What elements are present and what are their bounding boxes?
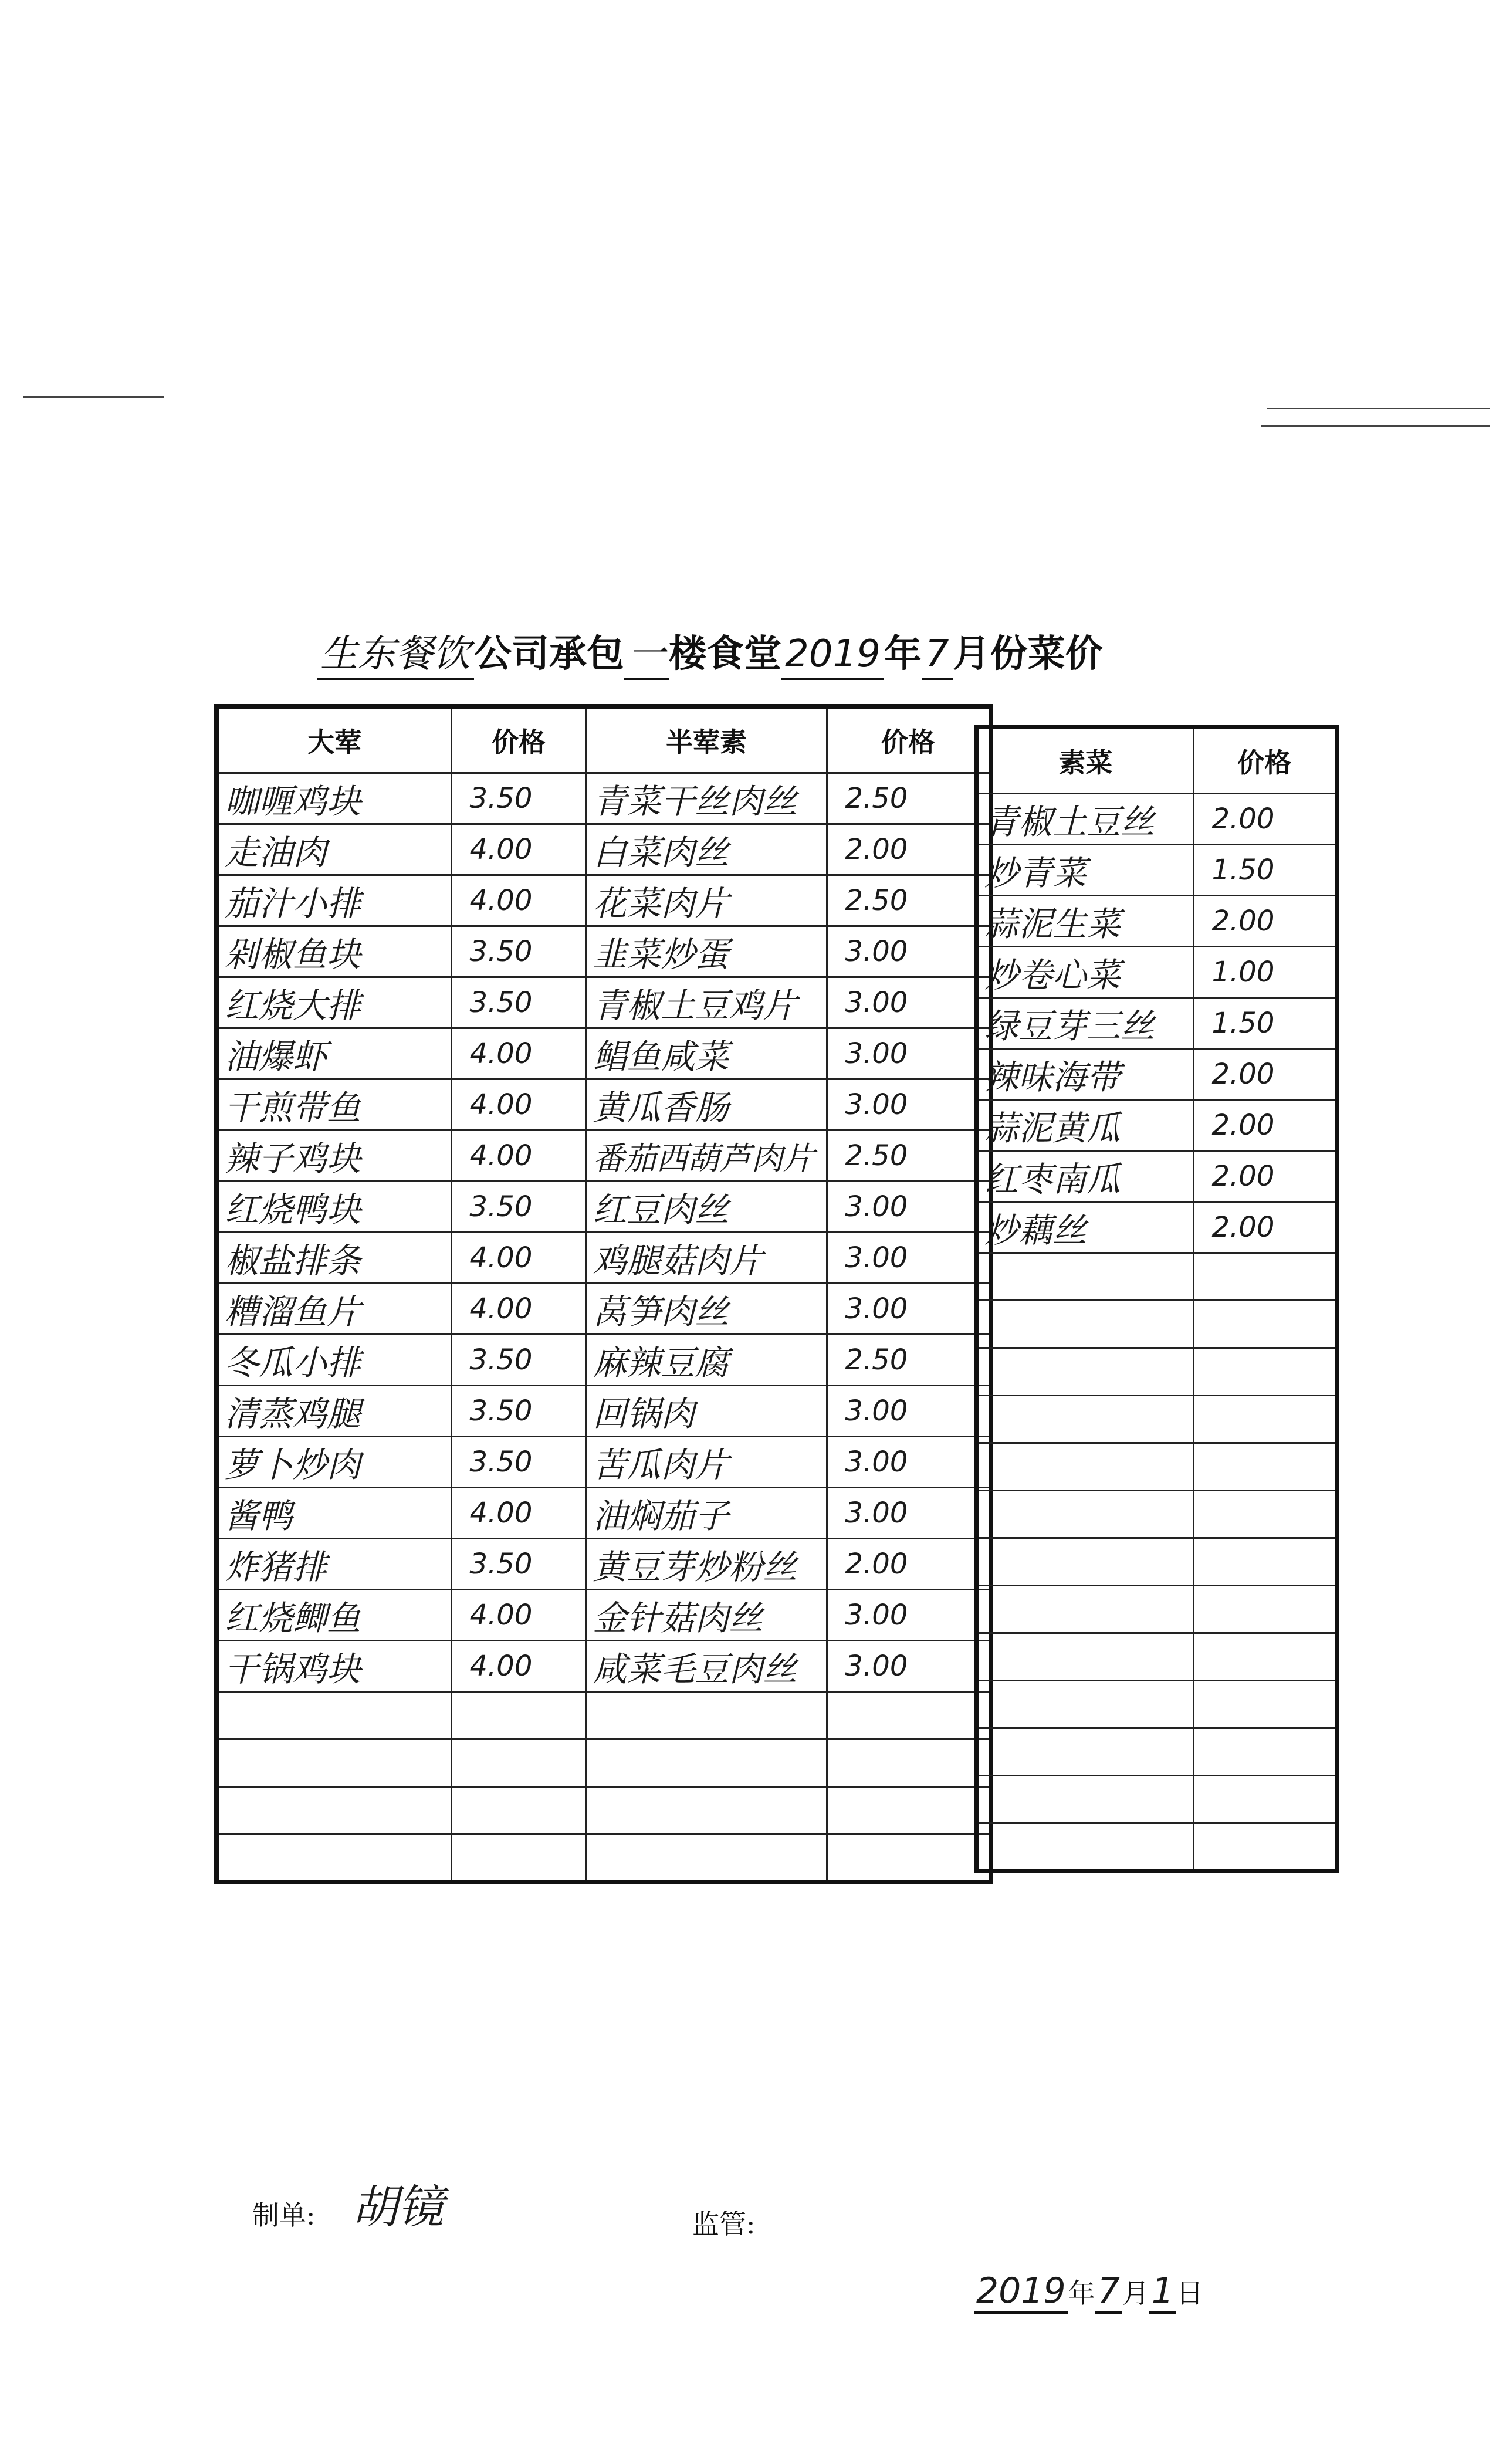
veg-dish-price <box>1193 1396 1337 1443</box>
veg-dish-name <box>976 1776 1193 1823</box>
half-dish-price: 3.00 <box>827 926 991 977</box>
scan-line-left <box>23 396 164 398</box>
table-row <box>976 1586 1337 1633</box>
meat-dish-name <box>216 1739 451 1787</box>
veg-dish-name <box>976 1681 1193 1728</box>
meat-dish-price: 4.00 <box>451 1079 586 1131</box>
table-row <box>976 1633 1337 1681</box>
half-dish-name <box>586 1739 827 1787</box>
date-year-unit: 年 <box>1068 2277 1095 2309</box>
table-row <box>976 947 1337 998</box>
veg-dish-name: 蒜泥生菜 <box>976 896 1193 947</box>
table-row <box>976 998 1337 1049</box>
table-row <box>976 1202 1337 1253</box>
table-row <box>976 1301 1337 1348</box>
meat-dish-price: 3.50 <box>451 1539 586 1590</box>
menu-table-main <box>214 704 993 1884</box>
half-dish-price <box>827 1835 991 1882</box>
header-price-half: 价格 <box>827 706 991 773</box>
meat-dish-name: 糟溜鱼片 <box>216 1284 451 1335</box>
half-dish-price: 2.50 <box>827 875 991 926</box>
table-row <box>976 1049 1337 1100</box>
date-day: 1 <box>1149 2270 1176 2314</box>
header-veg: 素菜 <box>976 727 1193 794</box>
table-row <box>976 1348 1337 1396</box>
half-dish-price: 2.50 <box>827 1335 991 1386</box>
header-meat: 大荤 <box>216 706 451 773</box>
meat-dish-name: 萝卜炒肉 <box>216 1437 451 1488</box>
half-dish-price: 3.00 <box>827 1437 991 1488</box>
half-dish-name <box>586 1787 827 1835</box>
meat-dish-price: 3.50 <box>451 1335 586 1386</box>
meat-dish-name: 剁椒鱼块 <box>216 926 451 977</box>
veg-dish-price: 2.00 <box>1193 1100 1337 1151</box>
half-dish-name: 红豆肉丝 <box>586 1182 827 1233</box>
maker-label: 制单: <box>252 2199 316 2231</box>
table-row <box>976 1253 1337 1301</box>
veg-dish-price <box>1193 1823 1337 1871</box>
table-row <box>976 1396 1337 1443</box>
table-row <box>216 1386 991 1437</box>
meat-dish-price: 3.50 <box>451 1437 586 1488</box>
meat-dish-price: 4.00 <box>451 1641 586 1692</box>
veg-dish-price: 2.00 <box>1193 1202 1337 1253</box>
floor-number: 一 <box>624 631 669 680</box>
half-dish-price: 3.00 <box>827 1590 991 1641</box>
meat-dish-price: 3.50 <box>451 1182 586 1233</box>
half-dish-price <box>827 1739 991 1787</box>
veg-dish-price <box>1193 1491 1337 1538</box>
veg-dish-price <box>1193 1253 1337 1301</box>
scan-line-right-2 <box>1261 425 1490 427</box>
table-row <box>976 845 1337 896</box>
table-row <box>216 1437 991 1488</box>
table-row <box>216 1079 991 1131</box>
table-row <box>216 875 991 926</box>
half-dish-name: 番茄西葫芦肉片 <box>586 1131 827 1182</box>
title-month: 7 <box>922 631 953 680</box>
header-row <box>216 706 991 773</box>
table-row <box>216 1590 991 1641</box>
title-text-2: 楼食堂 <box>669 632 781 676</box>
table-row <box>216 1739 991 1787</box>
meat-dish-name: 干煎带鱼 <box>216 1079 451 1131</box>
veg-dish-name <box>976 1823 1193 1871</box>
table-row <box>216 1182 991 1233</box>
table-row <box>216 1835 991 1882</box>
meat-dish-name <box>216 1787 451 1835</box>
veg-dish-name: 红枣南瓜 <box>976 1151 1193 1202</box>
half-dish-price: 3.00 <box>827 1182 991 1233</box>
veg-dish-name <box>976 1443 1193 1491</box>
table-row <box>976 1776 1337 1823</box>
veg-dish-name: 炒青菜 <box>976 845 1193 896</box>
meat-dish-name: 咖喱鸡块 <box>216 773 451 824</box>
meat-dish-name: 干锅鸡块 <box>216 1641 451 1692</box>
meat-dish-name: 冬瓜小排 <box>216 1335 451 1386</box>
table-row <box>976 1728 1337 1776</box>
table-row <box>976 1538 1337 1586</box>
table-row <box>976 1681 1337 1728</box>
page-title <box>317 616 1255 692</box>
veg-dish-price <box>1193 1633 1337 1681</box>
half-dish-price: 2.50 <box>827 773 991 824</box>
half-dish-name: 花菜肉片 <box>586 875 827 926</box>
half-dish-name: 青菜干丝肉丝 <box>586 773 827 824</box>
half-dish-name: 黄瓜香肠 <box>586 1079 827 1131</box>
title-text-4: 月份菜价 <box>952 632 1103 676</box>
meat-dish-name <box>216 1692 451 1739</box>
half-dish-name: 韭菜炒蛋 <box>586 926 827 977</box>
meat-dish-price: 4.00 <box>451 1590 586 1641</box>
table-row <box>216 1488 991 1539</box>
half-dish-price: 3.00 <box>827 1488 991 1539</box>
veg-dish-name <box>976 1538 1193 1586</box>
veg-dish-price: 2.00 <box>1193 896 1337 947</box>
company-name: 生东餐饮 <box>317 631 474 680</box>
meat-dish-price: 3.50 <box>451 977 586 1028</box>
meat-dish-name: 红烧大排 <box>216 977 451 1028</box>
half-dish-name <box>586 1835 827 1882</box>
table-row <box>216 1335 991 1386</box>
veg-dish-price <box>1193 1776 1337 1823</box>
table-row <box>216 1787 991 1835</box>
half-dish-name: 回锅肉 <box>586 1386 827 1437</box>
meat-dish-name: 红烧鸭块 <box>216 1182 451 1233</box>
half-dish-name: 鸡腿菇肉片 <box>586 1233 827 1284</box>
meat-dish-name: 酱鸭 <box>216 1488 451 1539</box>
meat-dish-price: 4.00 <box>451 875 586 926</box>
meat-dish-name: 茄汁小排 <box>216 875 451 926</box>
date-year: 2019 <box>974 2270 1068 2314</box>
veg-dish-price: 1.00 <box>1193 947 1337 998</box>
half-dish-price: 3.00 <box>827 1641 991 1692</box>
meat-dish-price: 4.00 <box>451 1028 586 1079</box>
half-dish-name <box>586 1692 827 1739</box>
half-dish-price: 2.50 <box>827 1131 991 1182</box>
half-dish-name: 黄豆芽炒粉丝 <box>586 1539 827 1590</box>
half-dish-price: 2.00 <box>827 824 991 875</box>
half-dish-name: 油焖茄子 <box>586 1488 827 1539</box>
meat-dish-price: 4.00 <box>451 1233 586 1284</box>
meat-dish-price: 3.50 <box>451 926 586 977</box>
meat-dish-name: 辣子鸡块 <box>216 1131 451 1182</box>
veg-dish-name: 辣味海带 <box>976 1049 1193 1100</box>
meat-dish-name: 椒盐排条 <box>216 1233 451 1284</box>
table-row <box>216 1539 991 1590</box>
veg-dish-price <box>1193 1681 1337 1728</box>
veg-dish-price: 2.00 <box>1193 1049 1337 1100</box>
table-row <box>976 1491 1337 1538</box>
half-dish-name: 苦瓜肉片 <box>586 1437 827 1488</box>
maker-signature: 胡镜 <box>352 2181 444 2234</box>
table-row <box>976 1443 1337 1491</box>
half-dish-name: 白菜肉丝 <box>586 824 827 875</box>
table-row <box>216 1233 991 1284</box>
meat-dish-price: 3.50 <box>451 773 586 824</box>
table-row <box>216 773 991 824</box>
half-dish-name: 麻辣豆腐 <box>586 1335 827 1386</box>
veg-dish-name: 蒜泥黄瓜 <box>976 1100 1193 1151</box>
table-row <box>216 1131 991 1182</box>
veg-dish-price <box>1193 1443 1337 1491</box>
table-row <box>976 896 1337 947</box>
date-month-unit: 月 <box>1122 2277 1149 2309</box>
veg-dish-name <box>976 1253 1193 1301</box>
table-row <box>216 1028 991 1079</box>
meat-dish-name: 清蒸鸡腿 <box>216 1386 451 1437</box>
title-text-3: 年 <box>884 632 922 676</box>
table-row <box>976 1151 1337 1202</box>
header-price-meat: 价格 <box>451 706 586 773</box>
veg-dish-price <box>1193 1301 1337 1348</box>
veg-dish-name: 炒卷心菜 <box>976 947 1193 998</box>
meat-dish-price <box>451 1787 586 1835</box>
menu-table-veg <box>974 725 1339 1873</box>
veg-dish-name: 青椒土豆丝 <box>976 794 1193 845</box>
veg-dish-name <box>976 1491 1193 1538</box>
table-row <box>216 977 991 1028</box>
veg-dish-name <box>976 1633 1193 1681</box>
half-dish-price: 2.00 <box>827 1539 991 1590</box>
header-price-veg: 价格 <box>1193 727 1337 794</box>
table-row <box>216 926 991 977</box>
table-row <box>216 1692 991 1739</box>
veg-dish-price: 2.00 <box>1193 1151 1337 1202</box>
title-year: 2019 <box>781 631 884 680</box>
half-dish-price: 3.00 <box>827 977 991 1028</box>
half-dish-name: 咸菜毛豆肉丝 <box>586 1641 827 1692</box>
veg-dish-price <box>1193 1538 1337 1586</box>
veg-dish-price: 2.00 <box>1193 794 1337 845</box>
header-half: 半荤素 <box>586 706 827 773</box>
half-dish-name: 鲳鱼咸菜 <box>586 1028 827 1079</box>
meat-dish-price: 4.00 <box>451 824 586 875</box>
half-dish-price <box>827 1692 991 1739</box>
veg-dish-price: 1.50 <box>1193 845 1337 896</box>
veg-dish-name <box>976 1396 1193 1443</box>
meat-dish-name: 油爆虾 <box>216 1028 451 1079</box>
veg-dish-price <box>1193 1728 1337 1776</box>
veg-dish-price <box>1193 1348 1337 1396</box>
title-text-1: 公司承包 <box>474 632 624 676</box>
veg-dish-price <box>1193 1586 1337 1633</box>
meat-dish-name: 红烧鲫鱼 <box>216 1590 451 1641</box>
table-row <box>976 794 1337 845</box>
table-row <box>976 1100 1337 1151</box>
veg-dish-price: 1.50 <box>1193 998 1337 1049</box>
meat-dish-name <box>216 1835 451 1882</box>
meat-dish-name: 走油肉 <box>216 824 451 875</box>
supervisor-label: 监管: <box>692 2208 756 2240</box>
veg-dish-name <box>976 1728 1193 1776</box>
table-row <box>216 1641 991 1692</box>
half-dish-price: 3.00 <box>827 1233 991 1284</box>
half-dish-price <box>827 1787 991 1835</box>
meat-dish-price: 4.00 <box>451 1284 586 1335</box>
half-dish-name: 金针菇肉丝 <box>586 1590 827 1641</box>
date-month: 7 <box>1095 2270 1122 2314</box>
veg-dish-name <box>976 1348 1193 1396</box>
meat-dish-price <box>451 1739 586 1787</box>
table-row <box>216 1284 991 1335</box>
table-row <box>216 824 991 875</box>
veg-dish-name <box>976 1301 1193 1348</box>
date-day-unit: 日 <box>1176 2277 1204 2309</box>
scan-line-right <box>1267 408 1490 409</box>
meat-dish-price: 4.00 <box>451 1131 586 1182</box>
veg-dish-name: 炒藕丝 <box>976 1202 1193 1253</box>
half-dish-price: 3.00 <box>827 1386 991 1437</box>
half-dish-price: 3.00 <box>827 1028 991 1079</box>
meat-dish-price <box>451 1692 586 1739</box>
veg-dish-name: 绿豆芽三丝 <box>976 998 1193 1049</box>
half-dish-price: 3.00 <box>827 1284 991 1335</box>
half-dish-price: 3.00 <box>827 1079 991 1131</box>
document-date <box>974 2270 1203 2311</box>
half-dish-name: 莴笋肉丝 <box>586 1284 827 1335</box>
table-row <box>976 1823 1337 1871</box>
veg-dish-name <box>976 1586 1193 1633</box>
meat-dish-price <box>451 1835 586 1882</box>
half-dish-name: 青椒土豆鸡片 <box>586 977 827 1028</box>
meat-dish-name: 炸猪排 <box>216 1539 451 1590</box>
header-row <box>976 727 1337 794</box>
meat-dish-price: 4.00 <box>451 1488 586 1539</box>
meat-dish-price: 3.50 <box>451 1386 586 1437</box>
